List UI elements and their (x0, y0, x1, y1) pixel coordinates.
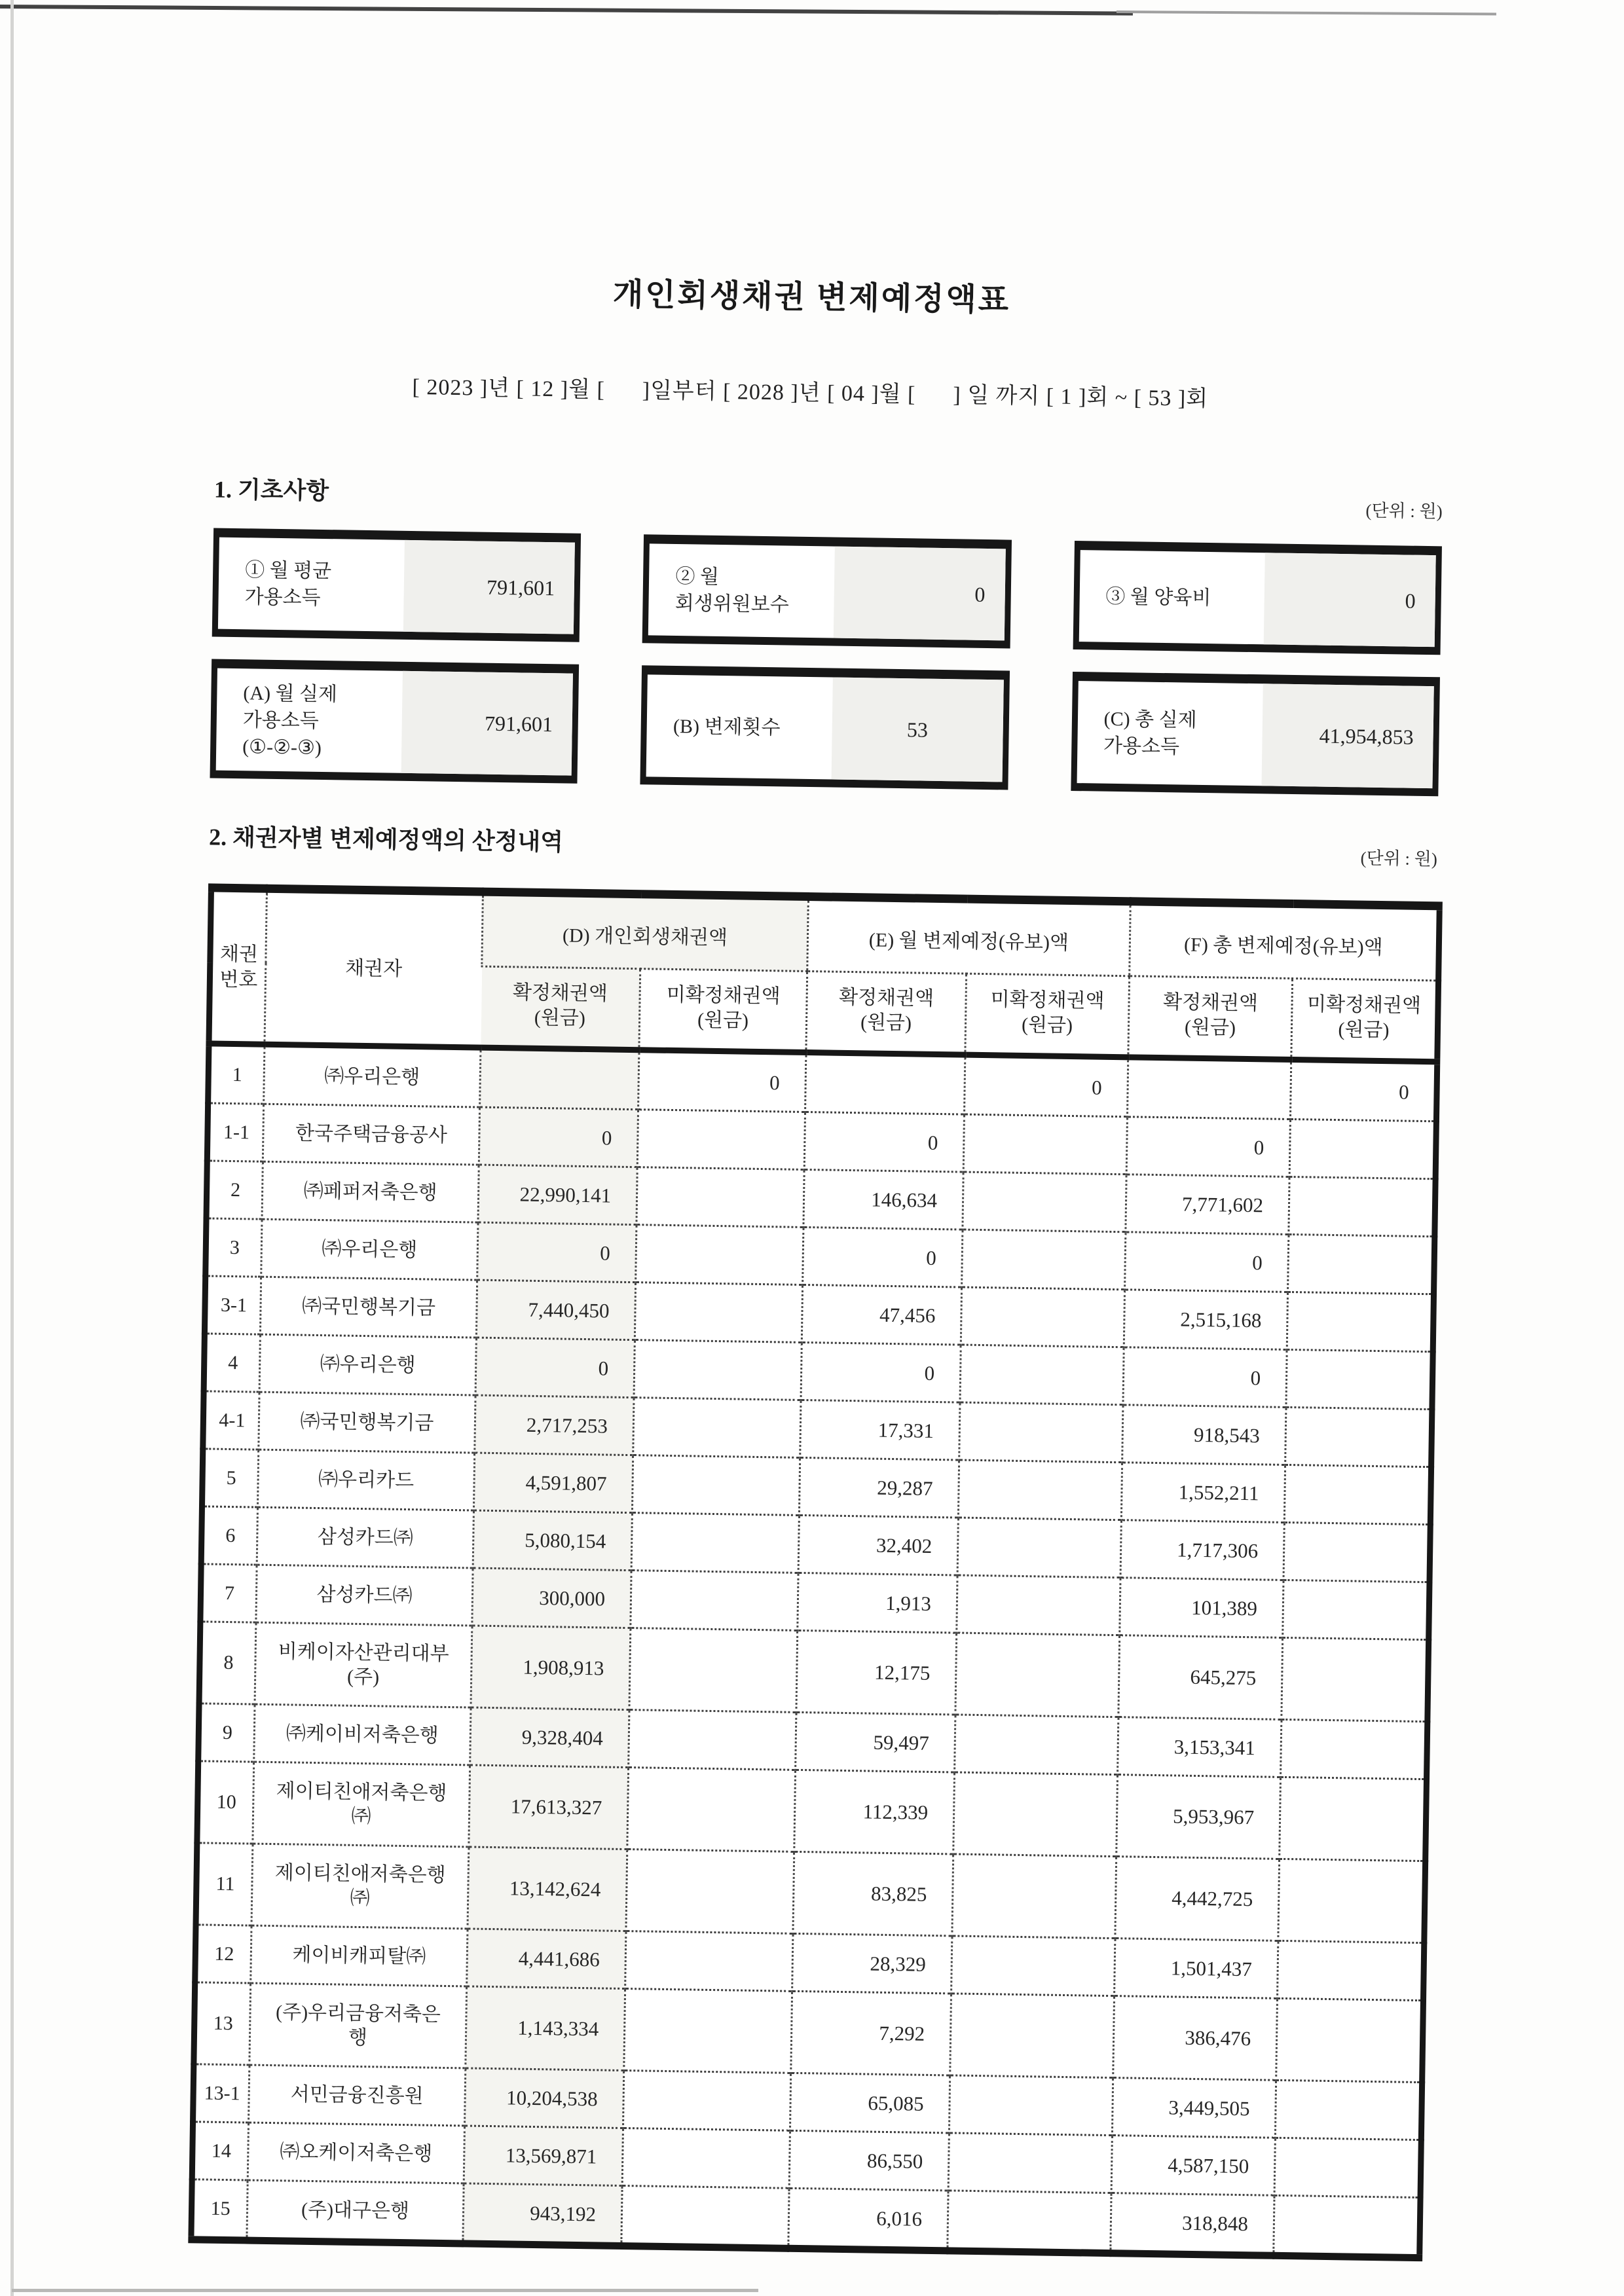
f-confirmed-cell: 7,771,602 (1126, 1175, 1289, 1235)
box-value: 0 (1264, 553, 1436, 647)
claim-no-cell: 4-1 (203, 1391, 259, 1449)
d-unconfirmed-cell (624, 1989, 792, 2073)
creditor-cell: ㈜우리은행 (264, 1044, 481, 1107)
scan-edge-bottom (12, 2289, 758, 2292)
creditor-cell: 서민금융진흥원 (249, 2065, 466, 2126)
claims-table-body (191, 1044, 1437, 2258)
d-confirmed-header: 확정채권액 (원금) (481, 966, 640, 1050)
d-confirmed-cell: 943,192 (463, 2183, 622, 2246)
f-confirmed-cell: 5,953,967 (1116, 1775, 1281, 1859)
f-unconfirmed-cell (1285, 1407, 1432, 1467)
d-confirmed-cell: 0 (475, 1338, 635, 1398)
e-unconfirmed-cell (948, 2133, 1112, 2193)
e-unconfirmed-header: 미확정채권액 (원금) (965, 974, 1130, 1057)
box-label: ① 월 평균 가용소득 (244, 559, 332, 609)
claim-no-header: 채권 번호 (209, 888, 267, 1044)
e-unconfirmed-cell (953, 1772, 1118, 1857)
claim-no-cell: 4 (204, 1334, 260, 1392)
d-unconfirmed-cell (629, 1710, 796, 1770)
d-confirmed-cell: 5,080,154 (473, 1510, 632, 1571)
creditor-cell: ㈜국민행복기금 (259, 1392, 475, 1453)
e-confirmed-cell: 83,825 (793, 1851, 953, 1936)
e-unconfirmed-cell (963, 1172, 1126, 1232)
d-unconfirmed-cell: 0 (638, 1050, 806, 1112)
f-unconfirmed-cell (1278, 1859, 1426, 1942)
box-value: 41,954,853 (1262, 683, 1434, 788)
d-confirmed-cell: 4,591,807 (473, 1453, 633, 1513)
section1-heading-row (214, 471, 1443, 522)
claim-no-cell: 9 (198, 1704, 255, 1762)
creditor-header: 채권자 (265, 888, 483, 1048)
d-confirmed-cell: 17,613,327 (469, 1765, 629, 1850)
d-confirmed-cell: 1,908,913 (471, 1626, 631, 1710)
d-confirmed-cell: 13,142,624 (468, 1847, 627, 1931)
box-repayment-count (640, 665, 1010, 790)
d-unconfirmed-header: 미확정채권액 (원금) (639, 969, 807, 1053)
e-confirmed-cell: 65,085 (790, 2073, 950, 2133)
e-unconfirmed-cell (963, 1114, 1127, 1175)
e-confirmed-cell: 0 (804, 1112, 964, 1172)
e-unconfirmed-cell (960, 1345, 1124, 1405)
claim-no-cell: 3 (206, 1218, 262, 1277)
box-monthly-actual-income (210, 659, 579, 783)
box-label: (B) 변제횟수 (673, 715, 781, 738)
box-value: 0 (834, 547, 1006, 641)
basic-info-row-1 (212, 528, 1442, 655)
claim-no-cell: 3-1 (204, 1276, 261, 1334)
claim-no-cell: 7 (200, 1564, 257, 1622)
e-confirmed-cell: 32,402 (798, 1515, 958, 1575)
d-unconfirmed-cell (632, 1455, 800, 1516)
creditor-cell: ㈜우리은행 (261, 1219, 478, 1280)
box-value: 791,601 (403, 540, 575, 634)
d-unconfirmed-cell (623, 2071, 790, 2131)
e-confirmed-header: 확정채권액 (원금) (806, 972, 967, 1055)
e-confirmed-cell: 0 (803, 1227, 963, 1287)
page-title: 개인회생채권 변제예정액표 (612, 277, 1011, 318)
e-confirmed-cell: 0 (801, 1342, 961, 1402)
box-label: (A) 월 실제 가용소득 (①-②-③) (242, 682, 338, 759)
f-confirmed-cell: 101,389 (1120, 1578, 1283, 1638)
d-confirmed-cell: 4,441,686 (467, 1929, 626, 1989)
creditor-cell: (주)대구은행 (247, 2180, 464, 2244)
f-unconfirmed-cell (1283, 1522, 1430, 1582)
f-unconfirmed-cell (1284, 1465, 1431, 1524)
section1-unit-label: (단위 : 원) (1365, 500, 1443, 522)
d-unconfirmed-cell (627, 1768, 796, 1852)
f-unconfirmed-cell (1276, 1998, 1424, 2082)
d-unconfirmed-cell (634, 1340, 802, 1400)
e-unconfirmed-cell (949, 2075, 1113, 2136)
e-confirmed-cell: 47,456 (802, 1285, 961, 1345)
f-confirmed-cell: 1,552,211 (1121, 1463, 1285, 1523)
f-unconfirmed-cell (1280, 1777, 1427, 1861)
f-unconfirmed-cell (1289, 1176, 1435, 1236)
e-confirmed-cell: 86,550 (789, 2130, 949, 2191)
f-unconfirmed-cell (1275, 2080, 1422, 2140)
e-confirmed-cell: 29,287 (799, 1457, 959, 1518)
f-unconfirmed-cell: 0 (1290, 1059, 1437, 1121)
d-unconfirmed-cell (621, 2186, 789, 2249)
f-unconfirmed-cell (1289, 1119, 1436, 1178)
group-e-header: (E) 월 변제예정(유보)액 (807, 897, 1131, 976)
claim-no-cell: 11 (196, 1843, 253, 1925)
e-unconfirmed-cell (948, 2191, 1111, 2253)
group-f-header: (F) 총 변제예정(유보)액 (1130, 902, 1440, 981)
section1-heading: 1. 기초사항 (213, 476, 329, 505)
f-confirmed-cell: 0 (1123, 1347, 1287, 1408)
d-unconfirmed-cell (625, 1931, 793, 1992)
creditor-cell: 삼성카드㈜ (256, 1565, 473, 1626)
d-unconfirmed-cell (631, 1513, 799, 1573)
f-unconfirmed-cell (1282, 1637, 1429, 1721)
f-confirmed-cell: 318,848 (1111, 2193, 1274, 2256)
f-confirmed-cell: 1,501,437 (1115, 1939, 1278, 1999)
f-confirmed-cell (1128, 1057, 1291, 1120)
e-confirmed-cell: 12,175 (796, 1630, 957, 1715)
d-unconfirmed-cell (636, 1225, 803, 1285)
f-unconfirmed-cell (1286, 1349, 1433, 1409)
e-confirmed-cell: 17,331 (800, 1400, 960, 1460)
section2-heading: 2. 채권자별 변제예정액의 산정내역 (208, 824, 564, 856)
f-unconfirmed-cell (1274, 2195, 1420, 2257)
box-total-actual-income (1071, 672, 1440, 796)
f-unconfirmed-cell (1278, 1941, 1424, 2000)
d-unconfirmed-cell (622, 2128, 790, 2189)
f-confirmed-cell: 4,442,725 (1115, 1857, 1280, 1941)
e-unconfirmed-cell (957, 1518, 1121, 1578)
f-confirmed-cell: 1,717,306 (1120, 1520, 1284, 1580)
e-unconfirmed-cell (962, 1230, 1126, 1290)
claim-no-cell: 15 (191, 2179, 248, 2240)
box-label: (C) 총 실제 가용소득 (1103, 708, 1197, 758)
e-confirmed-cell: 146,634 (803, 1169, 963, 1230)
e-unconfirmed-cell (961, 1287, 1124, 1347)
d-confirmed-cell: 0 (477, 1222, 637, 1283)
e-unconfirmed-cell (959, 1402, 1123, 1463)
f-unconfirmed-cell (1288, 1234, 1435, 1294)
f-confirmed-cell: 918,543 (1122, 1405, 1286, 1465)
f-confirmed-cell: 2,515,168 (1124, 1290, 1287, 1350)
e-unconfirmed-cell (951, 1936, 1115, 1996)
e-confirmed-cell: 6,016 (788, 2188, 948, 2251)
e-unconfirmed-cell: 0 (965, 1055, 1128, 1117)
d-confirmed-cell: 7,440,450 (476, 1280, 635, 1340)
e-confirmed-cell: 28,329 (792, 1933, 952, 1994)
creditor-cell: ㈜우리카드 (257, 1449, 474, 1510)
e-unconfirmed-cell (952, 1854, 1116, 1939)
box-monthly-trustee-fee (642, 534, 1012, 648)
claim-no-cell: 2 (206, 1161, 263, 1219)
claim-no-cell: 14 (192, 2122, 248, 2180)
f-confirmed-header: 확정채권액 (원금) (1128, 976, 1293, 1060)
creditor-cell: ㈜오케이저축은행 (248, 2123, 464, 2183)
claim-no-cell: 10 (197, 1761, 254, 1844)
f-unconfirmed-header: 미확정채권액 (원금) (1291, 979, 1439, 1062)
d-confirmed-cell: 2,717,253 (475, 1395, 634, 1455)
creditor-cell: 삼성카드㈜ (257, 1507, 473, 1568)
e-unconfirmed-cell (958, 1460, 1122, 1520)
claim-no-cell: 8 (199, 1622, 256, 1704)
creditor-cell: ㈜페퍼저축은행 (262, 1161, 479, 1222)
e-confirmed-cell: 7,292 (791, 1991, 951, 2075)
f-confirmed-cell: 4,587,150 (1111, 2136, 1275, 2196)
claim-no-cell: 6 (201, 1506, 257, 1565)
f-unconfirmed-cell (1283, 1580, 1430, 1639)
period-line: [ 2023 ]년 [ 12 ]월 [ ]일부터 [ 2028 ]년 [ 04 ]월 [ ] 일 까지 [ 1 ]회 ~ [ 53 ]회 (412, 374, 1209, 411)
box-monthly-childcare-cost (1073, 541, 1442, 655)
box-monthly-avg-income (212, 528, 581, 642)
claim-no-cell: 12 (195, 1925, 251, 1983)
d-unconfirmed-cell (629, 1628, 798, 1713)
d-confirmed-cell: 13,569,871 (464, 2126, 623, 2186)
e-unconfirmed-cell (955, 1633, 1120, 1717)
table-group-header-row (210, 888, 1440, 981)
f-confirmed-cell: 645,275 (1118, 1635, 1283, 1720)
f-confirmed-cell: 3,449,505 (1112, 2078, 1276, 2138)
f-confirmed-cell: 386,476 (1113, 1996, 1278, 2081)
d-unconfirmed-cell (633, 1398, 801, 1458)
f-unconfirmed-cell (1274, 2138, 1421, 2197)
creditor-cell: 제이티친애저축은행 ㈜ (253, 1762, 470, 1847)
claim-no-cell: 5 (202, 1449, 258, 1507)
e-unconfirmed-cell (955, 1715, 1118, 1775)
claim-no-cell: 13-1 (193, 2064, 249, 2123)
creditor-cell: ㈜국민행복기금 (260, 1277, 477, 1338)
f-confirmed-cell: 0 (1126, 1117, 1290, 1177)
d-unconfirmed-cell (637, 1110, 805, 1170)
claim-no-cell: 13 (194, 1982, 251, 2065)
f-unconfirmed-cell (1287, 1292, 1433, 1351)
creditor-cell: ㈜케이비저축은행 (254, 1704, 471, 1765)
creditor-cell: 비케이자산관리대부 (주) (255, 1622, 472, 1707)
creditor-cell: (주)우리금융저축은 행 (249, 1983, 467, 2068)
d-confirmed-cell: 300,000 (472, 1568, 631, 1628)
box-value: 53 (831, 678, 1003, 782)
d-confirmed-cell: 1,143,334 (466, 1986, 625, 2071)
e-confirmed-cell: 112,339 (794, 1770, 955, 1854)
f-confirmed-cell: 3,153,341 (1118, 1717, 1282, 1777)
f-confirmed-cell: 0 (1125, 1232, 1289, 1292)
f-unconfirmed-cell (1281, 1719, 1428, 1779)
section2-heading-row (209, 818, 1438, 870)
claim-no-cell: 1 (208, 1044, 265, 1104)
d-unconfirmed-cell (626, 1850, 794, 1934)
group-d-header: (D) 개인회생채권액 (482, 892, 809, 971)
d-confirmed-cell: 10,204,538 (465, 2068, 624, 2128)
e-confirmed-cell: 1,913 (798, 1573, 957, 1633)
d-confirmed-cell: 9,328,404 (470, 1707, 629, 1768)
d-unconfirmed-cell (635, 1283, 802, 1343)
e-confirmed-cell: 59,497 (796, 1712, 955, 1772)
claims-table (188, 883, 1443, 2261)
d-unconfirmed-cell (637, 1167, 804, 1228)
box-label: ② 월 회생위원보수 (674, 565, 789, 616)
creditor-cell: 제이티친애저축은행 ㈜ (251, 1844, 469, 1929)
section2-unit-label: (단위 : 원) (1360, 848, 1438, 869)
box-value: 791,601 (401, 671, 573, 776)
creditor-cell: ㈜우리은행 (259, 1334, 476, 1395)
e-confirmed-cell (805, 1052, 965, 1114)
d-unconfirmed-cell (631, 1571, 798, 1631)
e-unconfirmed-cell (950, 1994, 1115, 2078)
e-unconfirmed-cell (957, 1575, 1120, 1635)
box-label: ③ 월 양육비 (1105, 585, 1211, 609)
d-confirmed-cell: 22,990,141 (478, 1165, 637, 1225)
claim-no-cell: 1-1 (207, 1103, 263, 1161)
d-confirmed-cell: 0 (479, 1107, 638, 1167)
creditor-cell: 케이비캐피탈㈜ (251, 1925, 468, 1986)
creditor-cell: 한국주택금융공사 (263, 1104, 479, 1165)
basic-info-row-2 (210, 659, 1439, 796)
d-confirmed-cell (480, 1048, 639, 1110)
